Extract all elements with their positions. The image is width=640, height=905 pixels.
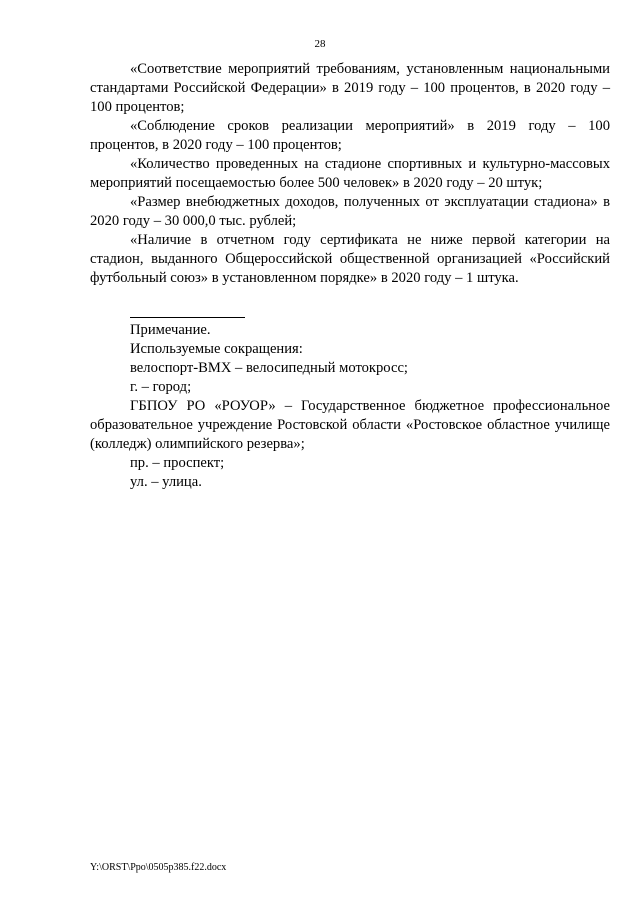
paragraph-events-count: «Количество проведенных на стадионе спортивных и культурно-массовых мероприятий посещаемостью более 500 человек» в 2020 году – 20 штук;: [90, 156, 610, 191]
notes-section: [90, 321, 610, 492]
abbreviation-item: пр. – проспект;: [130, 455, 225, 471]
footnote-divider: [130, 317, 245, 318]
page-number: 28: [314, 38, 326, 50]
paragraph-deadlines: «Соблюдение сроков реализации мероприятий» в 2019 году – 100 процентов, в 2020 году – 100 процентов;: [90, 118, 610, 153]
paragraph-extrabudgetary-income: «Размер внебюджетных доходов, полученных от эксплуатации стадиона» в 2020 году – 30 000,0 тыс. рублей;: [90, 194, 610, 229]
file-path-footer: Y:\ORST\Ppo\0505p385.f22.docx: [90, 862, 227, 873]
paragraph-certificate: «Наличие в отчетном году сертификата не ниже первой категории на стадион, выданного Общероссийской общественной организацией «Российский футбольный союз» в установленном порядке» в 2020 году – 1 штука.: [90, 232, 610, 286]
abbreviation-item: ГБПОУ РО «РОУОР» – Государственное бюджетное профессиональное образовательное учреждение Ростовской области «Ростовское областное училище (колледж) олимпийского резерва»;: [90, 398, 610, 452]
notes-intro: Используемые сокращения:: [130, 341, 303, 357]
abbreviation-item: г. – город;: [130, 379, 192, 395]
paragraph-compliance: «Соответствие мероприятий требованиям, установленным национальными стандартами Российской Федерации» в 2019 году – 100 процентов, в 2020 году – 100 процентов;: [90, 61, 610, 115]
abbreviation-item: ул. – улица.: [130, 474, 202, 490]
notes-heading: Примечание.: [130, 322, 211, 338]
main-text: [90, 60, 610, 288]
abbreviation-item: велоспорт-BMX – велосипедный мотокросс;: [130, 360, 408, 376]
